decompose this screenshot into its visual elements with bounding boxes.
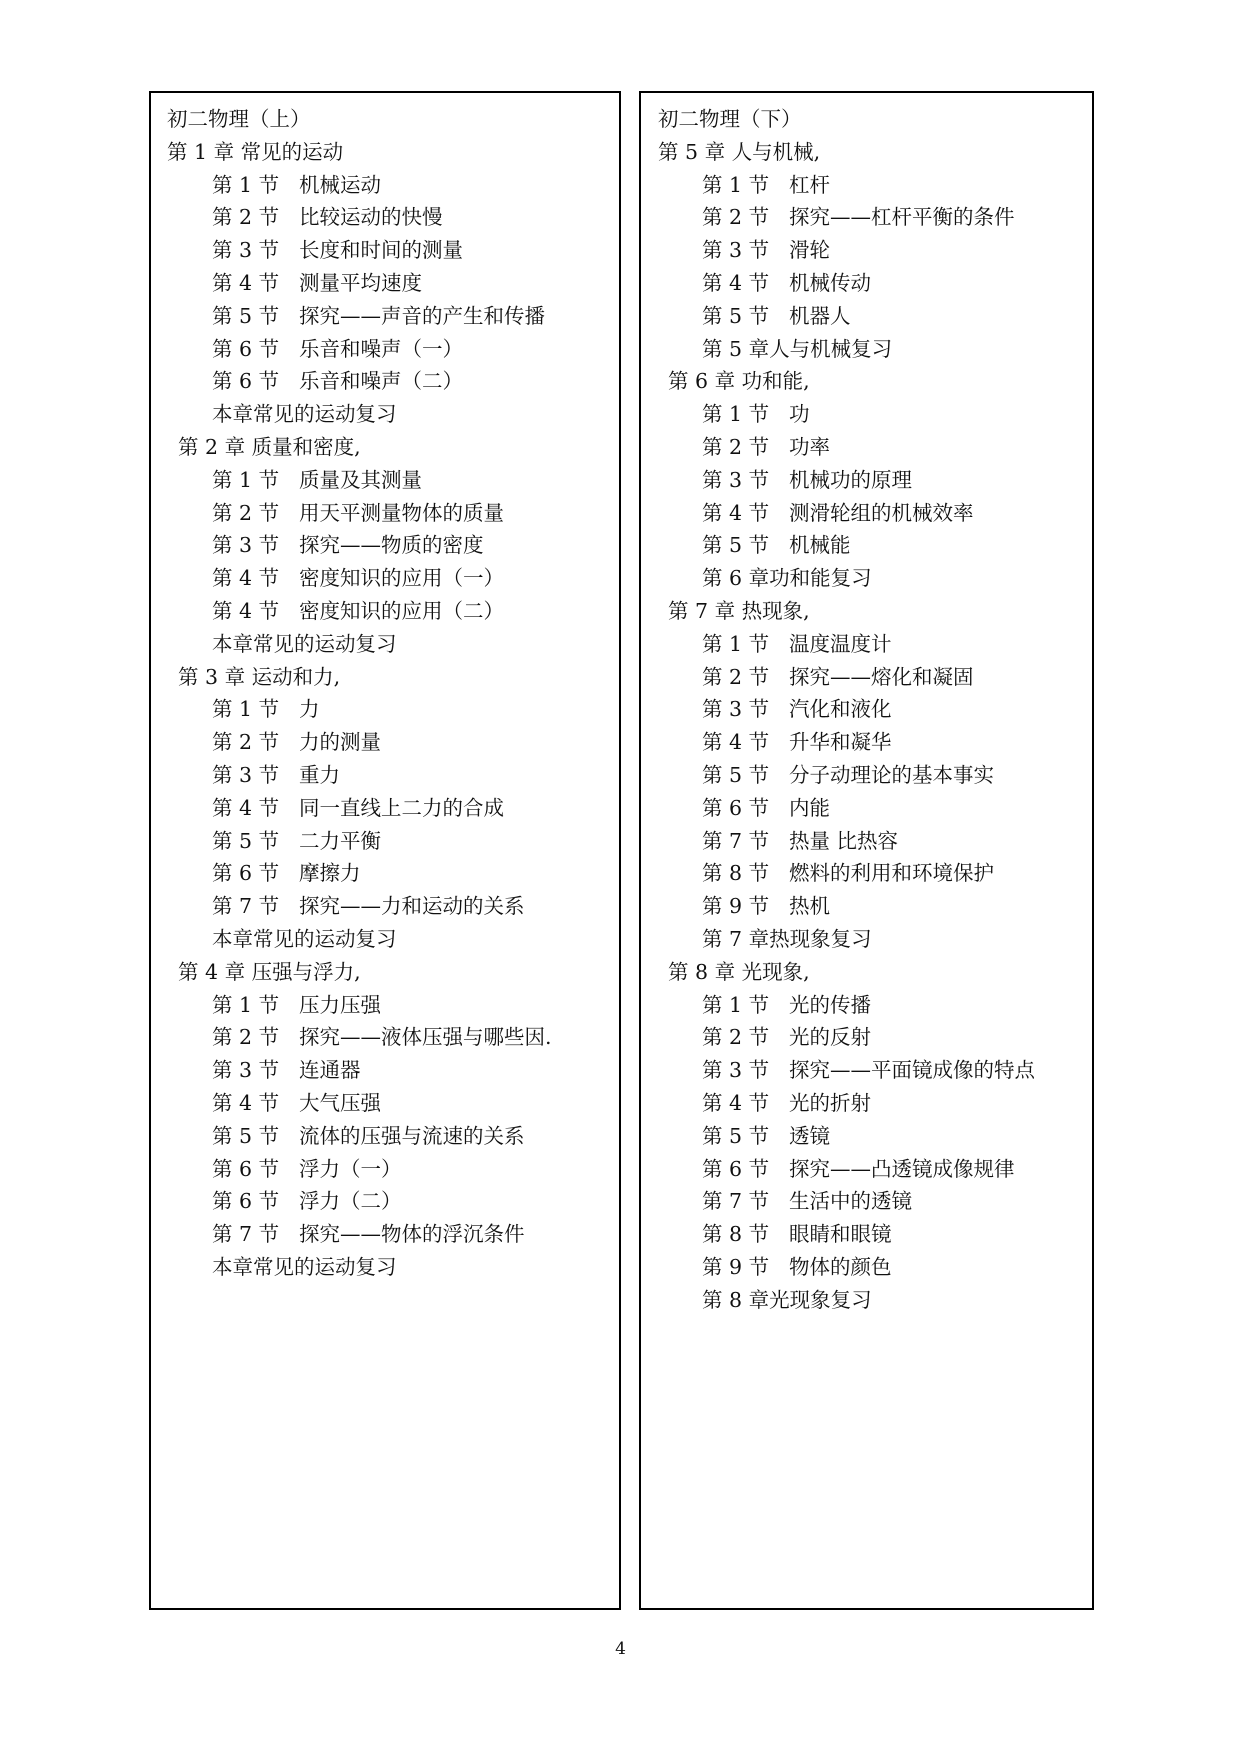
- section-title: 升华和凝华: [789, 730, 892, 755]
- section-entry: [641, 201, 1092, 234]
- section-entry: [641, 497, 1092, 530]
- section-entry: [641, 890, 1092, 923]
- chapter-review: 本章常见的运动复习: [212, 926, 397, 951]
- section-title: 探究——液体压强与哪些因.: [299, 1025, 552, 1050]
- section-title: 功: [789, 402, 810, 427]
- section-title: 二力平衡: [299, 828, 381, 853]
- section-number: 第 1 节: [702, 172, 770, 197]
- chapter-heading: 第 7 章 热现象,: [668, 598, 810, 623]
- chapter-review: 本章常见的运动复习: [212, 631, 397, 656]
- section-number: 第 2 节: [702, 664, 770, 689]
- section-entry: [151, 890, 619, 923]
- section-title: 杠杆: [789, 172, 830, 197]
- section-entry: [151, 529, 619, 562]
- section-entry: [151, 1021, 619, 1054]
- section-entry: [151, 792, 619, 825]
- section-title: 汽化和液化: [789, 697, 892, 722]
- chapter-review: 本章常见的运动复习: [212, 402, 397, 427]
- section-entry: [151, 1153, 619, 1186]
- section-number: 第 6 节: [212, 369, 280, 394]
- section-number: 第 3 节: [702, 697, 770, 722]
- section-entry: [641, 1218, 1092, 1251]
- section-title: 力的测量: [299, 730, 381, 755]
- section-number: 第 7 节: [212, 894, 280, 919]
- section-title: 摩擦力: [299, 861, 361, 886]
- section-entry: [641, 1251, 1092, 1284]
- section-number: 第 6 节: [702, 1156, 770, 1181]
- chapter-heading: 第 8 章 光现象,: [668, 959, 810, 984]
- section-number: 第 3 节: [702, 467, 770, 492]
- page-number: 4: [615, 1639, 626, 1659]
- section-number: 第 4 节: [702, 270, 770, 295]
- section-entry: [641, 1087, 1092, 1120]
- section-entry: [151, 825, 619, 858]
- section-entry: [151, 1054, 619, 1087]
- section-number: 第 6 节: [212, 1156, 280, 1181]
- section-number: 第 2 节: [212, 500, 280, 525]
- toc-panel-right: [639, 91, 1094, 1610]
- section-entry: [641, 267, 1092, 300]
- section-title: 机械功的原理: [789, 467, 912, 492]
- section-number: 第 7 节: [702, 828, 770, 853]
- section-entry: [151, 333, 619, 366]
- section-title: 用天平测量物体的质量: [299, 500, 504, 525]
- section-entry: [641, 431, 1092, 464]
- section-number: 第 4 节: [212, 566, 280, 591]
- section-entry: [641, 1120, 1092, 1153]
- section-entry: [641, 726, 1092, 759]
- chapter-heading: 第 3 章 运动和力,: [178, 664, 341, 689]
- chapter-heading: 第 2 章 质量和密度,: [178, 434, 361, 459]
- section-entry: [151, 693, 619, 726]
- section-title: 燃料的利用和环境保护: [789, 861, 994, 886]
- section-title: 热量 比热容: [789, 828, 899, 853]
- section-number: 第 8 节: [702, 1222, 770, 1247]
- section-title: 机械运动: [299, 172, 381, 197]
- section-title: 密度知识的应用（一）: [299, 566, 504, 591]
- section-number: 第 4 节: [212, 598, 280, 623]
- section-title: 密度知识的应用（二）: [299, 598, 504, 623]
- section-title: 光的传播: [789, 992, 871, 1017]
- section-title: 光的反射: [789, 1025, 871, 1050]
- chapter-heading: 第 6 章 功和能,: [668, 369, 810, 394]
- section-title: 浮力（一）: [299, 1156, 402, 1181]
- section-entry: [641, 989, 1092, 1022]
- section-number: 第 4 节: [702, 500, 770, 525]
- section-entry: [151, 464, 619, 497]
- section-title: 探究——声音的产生和传播: [299, 303, 545, 328]
- section-entry: [151, 595, 619, 628]
- section-title: 探究——物体的浮沉条件: [299, 1222, 525, 1247]
- section-entry: [641, 1185, 1092, 1218]
- section-entry: [641, 693, 1092, 726]
- section-entry: [151, 234, 619, 267]
- section-number: 第 5 节: [212, 1123, 280, 1148]
- section-number: 第 5 节: [702, 762, 770, 787]
- section-title: 同一直线上二力的合成: [299, 795, 504, 820]
- toc-list-left: [151, 93, 619, 1284]
- section-title: 光的折射: [789, 1090, 871, 1115]
- section-title: 大气压强: [299, 1090, 381, 1115]
- section-number: 第 7 节: [212, 1222, 280, 1247]
- section-title: 比较运动的快慢: [299, 205, 443, 230]
- section-entry: [151, 857, 619, 890]
- section-title: 力: [299, 697, 320, 722]
- section-title: 质量及其测量: [299, 467, 422, 492]
- chapter-review: 第 7 章热现象复习: [702, 926, 872, 951]
- section-number: 第 2 节: [702, 1025, 770, 1050]
- section-title: 连通器: [299, 1058, 361, 1083]
- section-title: 眼睛和眼镜: [789, 1222, 892, 1247]
- section-title: 透镜: [789, 1123, 830, 1148]
- section-title: 压力压强: [299, 992, 381, 1017]
- toc-panel-left: [149, 91, 621, 1610]
- section-number: 第 6 节: [212, 1189, 280, 1214]
- section-entry: [641, 759, 1092, 792]
- section-entry: [151, 497, 619, 530]
- section-number: 第 2 节: [212, 1025, 280, 1050]
- section-number: 第 3 节: [702, 238, 770, 263]
- section-entry: [151, 365, 619, 398]
- section-entry: [641, 464, 1092, 497]
- section-number: 第 3 节: [702, 1058, 770, 1083]
- section-title: 测滑轮组的机械效率: [789, 500, 974, 525]
- section-entry: [641, 825, 1092, 858]
- chapter-review: 第 6 章功和能复习: [702, 566, 872, 591]
- section-number: 第 5 节: [212, 828, 280, 853]
- section-number: 第 4 节: [212, 1090, 280, 1115]
- section-number: 第 7 节: [702, 1189, 770, 1214]
- section-entry: [641, 1153, 1092, 1186]
- chapter-review: 第 5 章人与机械复习: [702, 336, 893, 361]
- section-entry: [641, 1054, 1092, 1087]
- section-title: 探究——熔化和凝固: [789, 664, 974, 689]
- section-number: 第 3 节: [212, 533, 280, 558]
- section-title: 温度温度计: [789, 631, 892, 656]
- chapter-review: 本章常见的运动复习: [212, 1254, 397, 1279]
- section-number: 第 1 节: [212, 992, 280, 1017]
- section-number: 第 5 节: [212, 303, 280, 328]
- section-entry: [151, 1087, 619, 1120]
- section-entry: [641, 234, 1092, 267]
- chapter-heading: 第 4 章 压强与浮力,: [178, 959, 361, 984]
- section-entry: [151, 1185, 619, 1218]
- section-entry: [151, 726, 619, 759]
- section-title: 功率: [789, 434, 830, 459]
- section-title: 热机: [789, 894, 830, 919]
- section-title: 机器人: [789, 303, 851, 328]
- section-entry: [641, 1021, 1092, 1054]
- section-number: 第 3 节: [212, 762, 280, 787]
- chapter-review: 第 8 章光现象复习: [702, 1287, 872, 1312]
- section-entry: [641, 628, 1092, 661]
- section-title: 物体的颜色: [789, 1254, 892, 1279]
- section-title: 分子动理论的基本事实: [789, 762, 994, 787]
- section-number: 第 9 节: [702, 1254, 770, 1279]
- section-number: 第 3 节: [212, 1058, 280, 1083]
- section-number: 第 4 节: [702, 730, 770, 755]
- section-number: 第 4 节: [212, 270, 280, 295]
- section-entry: [151, 267, 619, 300]
- section-number: 第 2 节: [212, 730, 280, 755]
- section-title: 探究——平面镜成像的特点: [789, 1058, 1035, 1083]
- section-number: 第 6 节: [212, 861, 280, 886]
- section-title: 乐音和噪声（二）: [299, 369, 463, 394]
- section-title: 重力: [299, 762, 340, 787]
- toc-list-right: [641, 93, 1092, 1316]
- section-number: 第 5 节: [702, 533, 770, 558]
- section-title: 内能: [789, 795, 830, 820]
- section-entry: [641, 300, 1092, 333]
- section-number: 第 8 节: [702, 861, 770, 886]
- section-number: 第 2 节: [212, 205, 280, 230]
- section-title: 乐音和噪声（一）: [299, 336, 463, 361]
- section-number: 第 1 节: [212, 467, 280, 492]
- section-number: 第 4 节: [212, 795, 280, 820]
- section-number: 第 5 节: [702, 303, 770, 328]
- section-title: 探究——杠杆平衡的条件: [789, 205, 1015, 230]
- section-entry: [641, 169, 1092, 202]
- section-title: 生活中的透镜: [789, 1189, 912, 1214]
- section-title: 长度和时间的测量: [299, 238, 463, 263]
- section-number: 第 4 节: [702, 1090, 770, 1115]
- section-number: 第 1 节: [212, 697, 280, 722]
- section-entry: [641, 529, 1092, 562]
- section-title: 机械传动: [789, 270, 871, 295]
- section-number: 第 1 节: [702, 992, 770, 1017]
- section-number: 第 3 节: [212, 238, 280, 263]
- section-title: 流体的压强与流速的关系: [299, 1123, 525, 1148]
- section-entry: [151, 562, 619, 595]
- section-number: 第 1 节: [212, 172, 280, 197]
- section-entry: [151, 201, 619, 234]
- section-title: 探究——物质的密度: [299, 533, 484, 558]
- section-number: 第 6 节: [212, 336, 280, 361]
- section-entry: [151, 989, 619, 1022]
- section-title: 浮力（二）: [299, 1189, 402, 1214]
- section-title: 机械能: [789, 533, 851, 558]
- section-number: 第 2 节: [702, 205, 770, 230]
- section-entry: [151, 169, 619, 202]
- panel-title: 初二物理（上）: [167, 107, 311, 131]
- section-entry: [641, 398, 1092, 431]
- section-number: 第 2 节: [702, 434, 770, 459]
- section-title: 滑轮: [789, 238, 830, 263]
- section-number: 第 1 节: [702, 402, 770, 427]
- section-entry: [151, 300, 619, 333]
- section-title: 探究——力和运动的关系: [299, 894, 525, 919]
- panel-title: 初二物理（下）: [658, 107, 802, 131]
- section-entry: [641, 792, 1092, 825]
- section-entry: [641, 661, 1092, 694]
- section-number: 第 6 节: [702, 795, 770, 820]
- section-number: 第 5 节: [702, 1123, 770, 1148]
- section-entry: [641, 857, 1092, 890]
- section-entry: [151, 1218, 619, 1251]
- section-entry: [151, 1120, 619, 1153]
- section-number: 第 9 节: [702, 894, 770, 919]
- chapter-heading: 第 5 章 人与机械,: [658, 139, 821, 164]
- section-title: 测量平均速度: [299, 270, 422, 295]
- chapter-heading: 第 1 章 常见的运动: [167, 139, 344, 164]
- section-title: 探究——凸透镜成像规律: [789, 1156, 1015, 1181]
- section-entry: [151, 759, 619, 792]
- section-number: 第 1 节: [702, 631, 770, 656]
